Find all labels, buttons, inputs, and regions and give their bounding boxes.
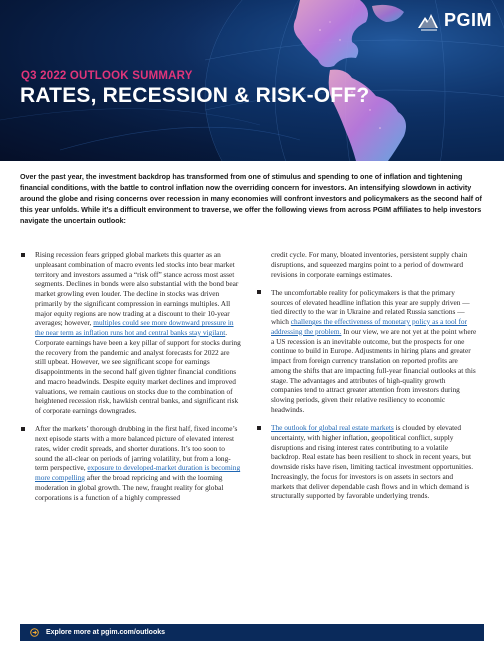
bullet-square-icon — [21, 427, 25, 431]
text-run: after the broad repricing and with the looming moderation in global growth. The new, fraught reality for global corporations is a function of a highly compressed — [35, 473, 224, 502]
bullet-real-estate — [256, 423, 478, 501]
text-run: The uncomfortable reality for policymakers is that the primary sources of elevated headline inflation this year are supply driven — tied directly to the war in Ukraine and related Russia sanctions — which — [271, 287, 470, 326]
bullet-text — [35, 424, 242, 502]
page-title: RATES, RECESSION & RISK-OFF? — [20, 84, 370, 107]
link-monetary-policy[interactable]: challenges the effectiveness of monetary policy as a tool for addressing the problem. — [271, 317, 468, 336]
report-kicker: Q3 2022 OUTLOOK SUMMARY — [21, 70, 193, 82]
bullet-policy — [256, 288, 478, 415]
arrow-circle-icon — [30, 628, 39, 637]
footer-cta-bar[interactable] — [20, 624, 484, 641]
right-column — [256, 250, 478, 510]
intro-paragraph: Over the past year, the investment backdrop has transformed from one of stimulus and spending to one of inflation and tightening financial conditions, with the battle to control inflation now the overriding concern for investors. An intensifying slowdown in activity around the globe and rising concerns over recession in many economies will confront investors and policymakers as the second half of this year unfolds. While it’s a difficult environment to traverse, we offer the following views from across PGIM affiliates to help investors navigate the uncertain outlook: — [20, 173, 482, 226]
text-run: In our view, we are not yet at the point where a US recession is an inevitable outcome, but the prospects for one continue to build in Europe. Adjustments in hiring plans and greater impact from foreign currency translation on reported profits are among the shifts that are impacting full-year financial outlooks at this stage. The advantages and attributes of high-quality growth companies tend to attract greater attention from investors during slowing periods, given their relative resiliency to economic headwinds. — [271, 326, 477, 414]
text-run: is clouded by elevated uncertainty, with higher inflation, geopolitical conflict, supply disruptions and rising interest rates contributing to a volatile backdrop. Real estate has been resilient to shock in recent years, but downside risks have risen, limiting tactical investment opportunities. Increasingly, the focus for investors is on assets in sectors and markets that deliver dependable cash flows and in which demand is structurally supported by favorable underlying trends. — [271, 423, 474, 501]
bullet-equities — [20, 250, 242, 416]
left-column — [20, 250, 242, 511]
bullet-text — [271, 288, 478, 415]
link-equity-multiples[interactable]: multiples could see more downward pressure in the near term as inflation runs hot and central banks stay vigilant — [35, 318, 234, 337]
text-run: After the markets’ thorough drubbing in the first half, fixed income’s next episode starts with a more balanced picture of elevated interest rates, wider credit spreads, and shorter durations. It’s too soon to sound the all-clear on periods of jarring volatility, but from a long-term perspective, — [35, 424, 238, 473]
bullet-square-icon — [257, 426, 261, 430]
bullet-square-icon — [21, 253, 25, 257]
link-real-estate[interactable]: The outlook for global real estate markets — [271, 423, 394, 432]
bullet-square-icon — [257, 290, 261, 294]
bullet-continuation: credit cycle. For many, bloated inventories, persistent supply chain disruptions, and squeezed margins point to a period of downward revisions in corporate earnings estimates. — [271, 250, 468, 279]
link-duration[interactable]: exposure to developed-market duration is becoming more compelling — [35, 463, 241, 482]
bullet-text — [35, 250, 242, 416]
bullet-fixed-income — [20, 424, 242, 502]
footer-link[interactable]: Explore more at pgim.com/outlooks — [46, 629, 166, 636]
brand-name: PGIM — [443, 9, 492, 30]
hero-banner — [0, 0, 504, 161]
text-run: . Corporate earnings have been a key pillar of support for stocks during the recovery from the pandemic and analyst forecasts for 2022 are still upbeat. However, we see significant scope for earnings disappointments in the second half given tighter financial conditions and macro headwinds. Despite equity market declines and improved valuations, we remain cautious on stocks due to the combination of heightened recession risk, hawkish central banks, and significant risk of corporate earnings downgrades. — [35, 328, 241, 415]
bullet-text — [271, 423, 478, 501]
pgim-rock-icon — [416, 8, 440, 32]
pgim-logo[interactable] — [416, 8, 492, 32]
text-run: Rising recession fears gripped global markets this quarter as an unpleasant combination of macro events led stocks into bear market territory and investors assumed a “risk off” stance across most asset segments. Declines in bonds were also substantial with the bond bear market growling even louder. The decline in stocks was driven primarily by the significant compression in earnings multiples. All major equity regions are now trading at a discount to their 10-year averages; however, — [35, 250, 239, 328]
